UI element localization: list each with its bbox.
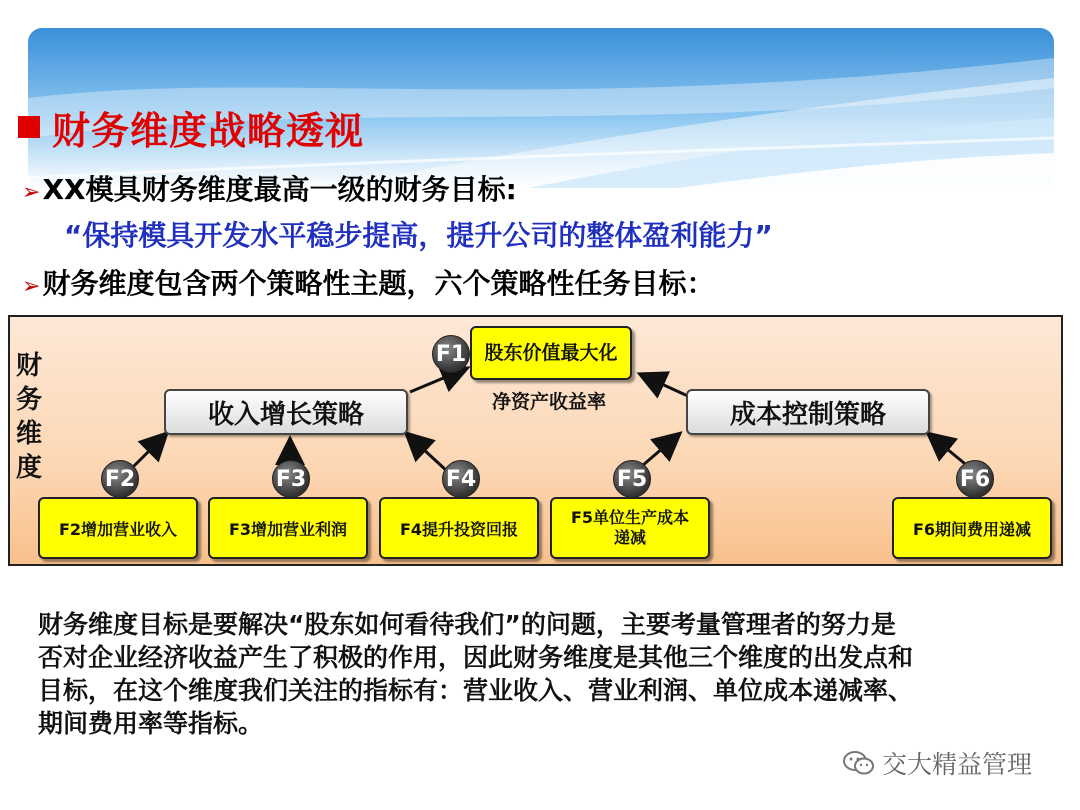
theme-cost-control-label: 成本控制策略	[729, 399, 886, 430]
arrow-bullet-icon: ➢	[22, 274, 41, 299]
side-label-text: 财务维度	[15, 351, 42, 483]
f6-badge: F6	[956, 460, 994, 498]
top-goal-box	[470, 326, 632, 380]
page-title: 财务维度战略透视	[52, 108, 365, 153]
target-f3-label: F3增加营业利润	[228, 519, 348, 539]
f1-badge: F1	[432, 335, 470, 373]
theme-revenue-growth-label: 收入增长策略	[207, 399, 364, 430]
target-f4-label: F4提升投资回报	[399, 519, 519, 539]
f4-badge: F4	[442, 460, 480, 498]
paragraph-line: 期间费用率等指标。	[38, 709, 264, 738]
theme-revenue-growth	[164, 389, 408, 435]
target-box-f6	[892, 497, 1052, 559]
paragraph-line: 目标，在这个维度我们关注的指标有：营业收入、营业利润、单位成本递减率、	[38, 676, 914, 705]
top-goal-label: 股东价值最大化	[484, 342, 618, 364]
bullet-line-1	[22, 168, 517, 208]
bullet-1-text: XX模具财务维度最高一级的财务目标:	[42, 173, 517, 206]
target-f6-label: F6期间费用递减	[912, 519, 1032, 539]
top-goal-measure: 净资产收益率	[492, 391, 607, 413]
theme-cost-control	[686, 389, 930, 435]
paragraph-line: 财务维度目标是要解决“股东如何看待我们”的问题，主要考量管理者的努力是	[38, 610, 896, 639]
wechat-icon	[842, 749, 876, 777]
page-title-row	[18, 102, 364, 152]
bullet-line-2	[22, 262, 714, 302]
target-box-f3	[208, 497, 368, 559]
target-f5-label: F5单位生产成本递减	[570, 508, 690, 547]
target-box-f2	[38, 497, 198, 559]
arrow-bullet-icon: ➢	[22, 180, 41, 205]
bullet-2-text: 财务维度包含两个策略性主题，六个策略性任务目标：	[42, 267, 715, 300]
target-box-f4	[379, 497, 539, 559]
explanation-paragraph	[38, 608, 998, 740]
paragraph-line: 否对企业经济收益产生了积极的作用，因此财务维度是其他三个维度的出发点和	[38, 643, 914, 672]
watermark-text: 交大精益管理	[882, 750, 1033, 779]
f3-badge: F3	[272, 460, 310, 498]
top-goal-quote: “保持模具开发水平稳步提高，提升公司的整体盈利能力”	[64, 219, 773, 252]
target-f2-label: F2增加营业收入	[58, 519, 178, 539]
f5-badge: F5	[613, 460, 651, 498]
target-box-f5	[550, 497, 710, 559]
strategy-map-diagram	[8, 315, 1063, 566]
watermark	[842, 745, 1032, 781]
square-bullet-icon	[18, 116, 40, 138]
f2-badge: F2	[101, 460, 139, 498]
